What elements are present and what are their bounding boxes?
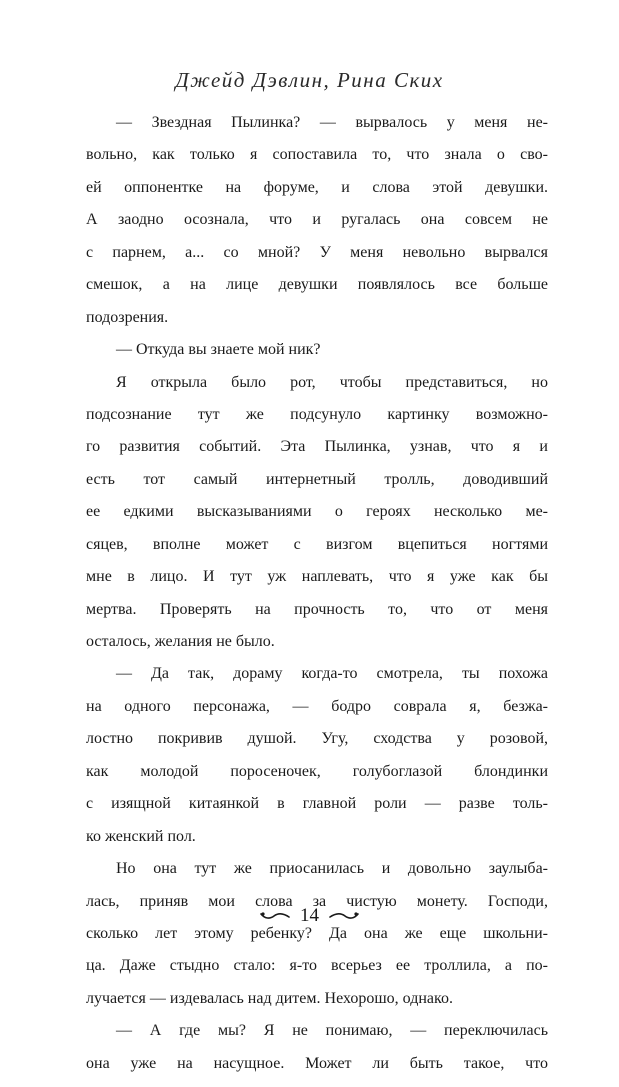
text-line: го развития событий. Эта Пылинка, узнав, что я и — [86, 438, 548, 456]
text-line: подсознание тут же подсунуло картинку возможно- — [86, 405, 548, 423]
text-line: вольно, как только я сопоставила то, что знала о сво- — [86, 146, 548, 164]
text-line: — Откуда вы знаете мой ник? — [116, 341, 321, 359]
text-line: ей оппонентке на форуме, и слова этой девушки. — [86, 178, 548, 196]
text-line: Но она тут же приосанилась и довольно заулыба- — [116, 860, 548, 878]
text-line: осталось, желания не было. — [86, 633, 275, 650]
text-line: ее едкими высказываниями о героях несколько ме- — [86, 503, 548, 521]
text-line: ко женский пол. — [86, 827, 196, 845]
flourish-left-icon — [260, 910, 290, 922]
running-head: Джейд Дэвлин, Рина Ских — [175, 68, 444, 92]
text-line: — Звездная Пылинка? — вырвалось у меня не- — [116, 114, 548, 131]
text-line: лась, приняв мои слова за чистую монету. Господи, — [86, 892, 548, 910]
text-line: сяцев, вполне может с визгом вцепиться ногтями — [86, 535, 548, 553]
text-line: — Да так, дораму когда-то смотрела, ты похожа — [116, 665, 548, 683]
text-line: она уже на насущное. Может ли быть такое, что — [86, 1054, 548, 1072]
text-line: мне в лицо. И тут уж наплевать, что я уже как бы — [86, 568, 548, 586]
text-line: как молодой поросеночек, голубоглазой блондинки — [86, 762, 548, 780]
text-line: с парнем, а... со мной? У меня невольно вырвался — [86, 243, 548, 261]
text-line: есть тот самый интернетный тролль, доводивший — [86, 470, 548, 488]
flourish-right-icon — [329, 910, 359, 922]
text-line: подозрения. — [86, 308, 169, 326]
text-line: лучается — издевалась над дитем. Нехорошо, однако. — [86, 989, 453, 1007]
text-line: смешок, а на лице девушки появлялось все больше — [86, 276, 548, 294]
text-line: А заодно осознала, что и ругалась она совсем не — [86, 211, 548, 229]
page-number-footer — [0, 905, 619, 927]
body-text — [86, 114, 548, 1087]
text-line: с изящной китаянкой в главной роли — разве толь- — [86, 795, 548, 813]
text-line: на одного персонажа, — бодро соврала я, безжа- — [86, 697, 548, 715]
page-number: 14 — [300, 905, 319, 926]
text-line: сколько лет этому ребенку? Да она же еще школьни- — [86, 924, 548, 942]
text-line: Я открыла было рот, чтобы представиться, но — [116, 373, 548, 391]
text-line: — А где мы? Я не понимаю, — переключилась — [116, 1022, 548, 1040]
text-line: ца. Даже стыдно стало: я-то всерьез ее троллила, а по- — [86, 957, 548, 975]
text-line: лостно покривив душой. Угу, сходства у розовой, — [86, 730, 548, 748]
text-line: мертва. Проверять на прочность то, что от меня — [86, 600, 548, 618]
